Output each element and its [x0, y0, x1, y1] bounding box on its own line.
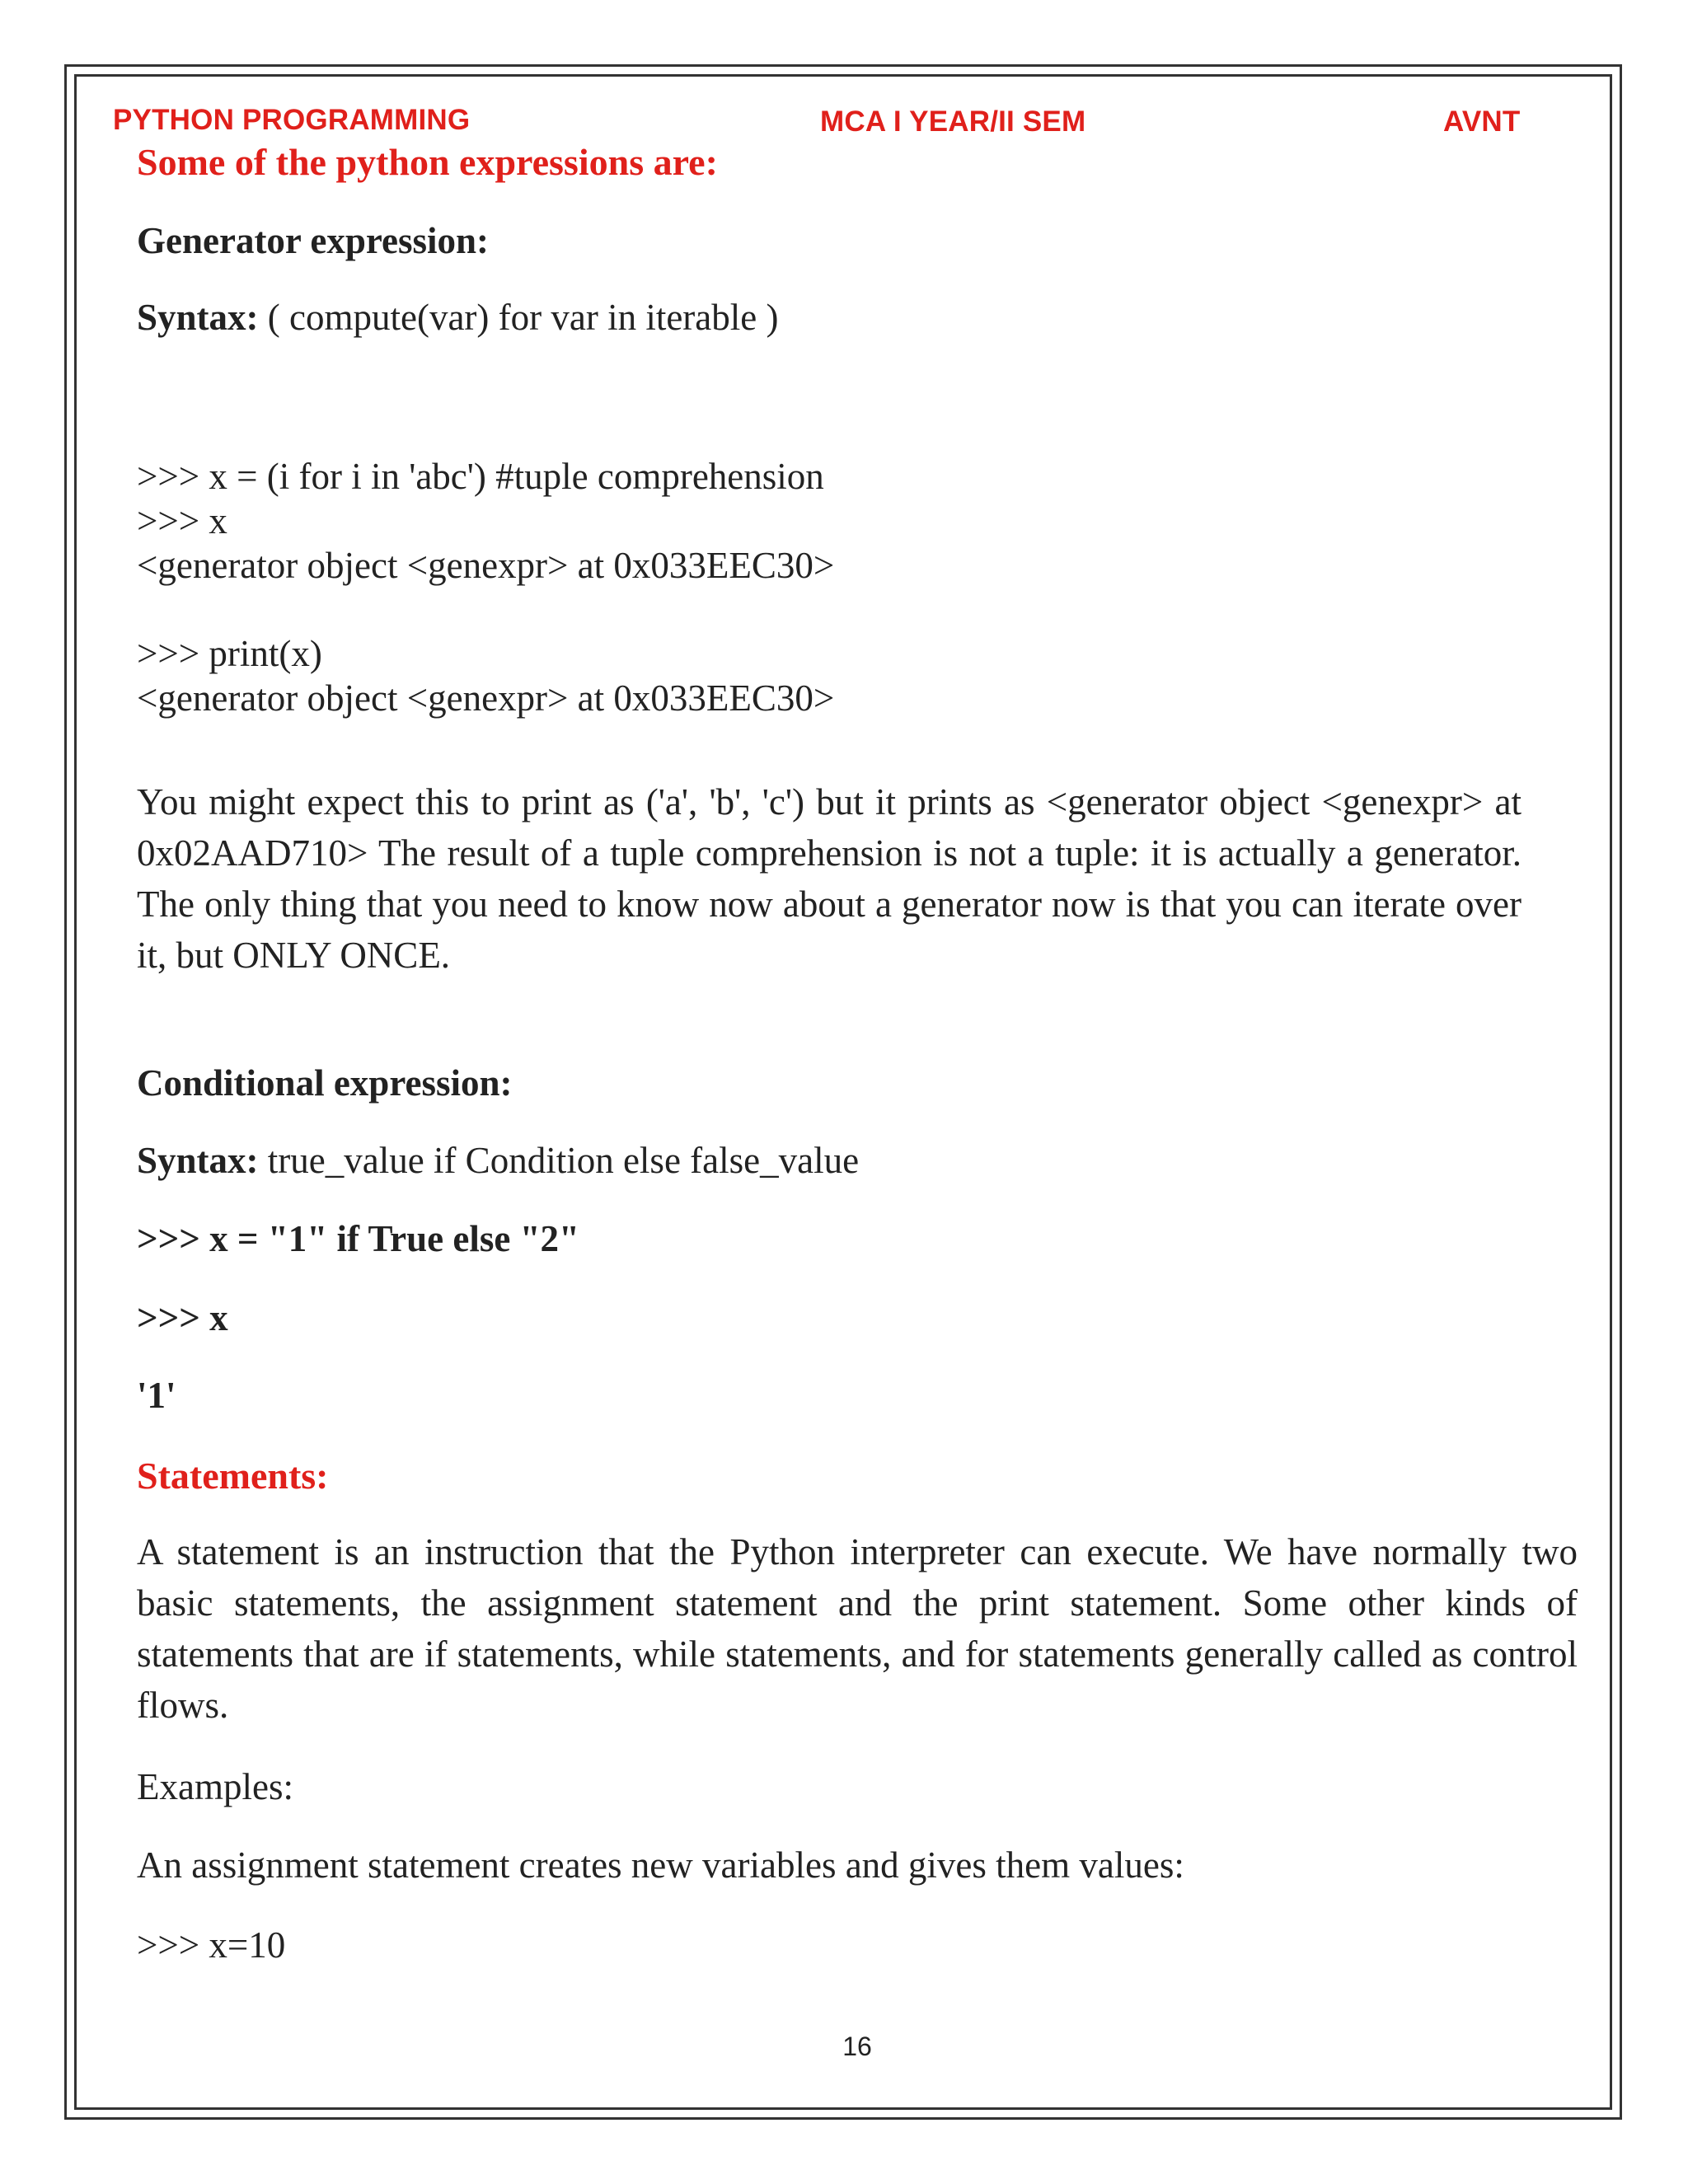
header-year-sem: MCA I YEAR/II SEM — [820, 105, 1086, 138]
examples-label: Examples: — [137, 1766, 293, 1807]
conditional-syntax — [137, 1139, 859, 1182]
generator-paragraph: You might expect this to print as ('a', 'b', 'c') but it prints as <generator object <genexpr> at 0x02AAD710> The result of a tuple comprehension is not a tuple: it is actually a generator. The only thing that you need to know now about a generator now is that you can iterate over it, but ONLY ONCE. — [137, 781, 1522, 976]
assignment-code-line: >>> x=10 — [137, 1924, 286, 1966]
syntax-value: ( compute(var) for var in iterable ) — [258, 297, 779, 338]
syntax-value: true_value if Condition else false_value — [258, 1140, 860, 1181]
syntax-label: Syntax: — [137, 297, 259, 338]
generator-code-line-5: <generator object <genexpr> at 0x033EEC30> — [137, 677, 835, 719]
generator-code-line-3: <generator object <genexpr> at 0x033EEC30> — [137, 545, 835, 586]
page-number: 16 — [842, 2032, 872, 2061]
conditional-code-line-1: >>> x = "1" if True else "2" — [137, 1218, 580, 1259]
generator-code-line-4: >>> print(x) — [137, 633, 322, 674]
statements-heading: Statements: — [137, 1455, 329, 1497]
generator-syntax — [137, 296, 778, 339]
generator-code-line-2: >>> x — [137, 500, 227, 541]
statements-paragraph: A statement is an instruction that the Python interpreter can execute. We have normally two basic statements, the assignment statement and the print statement. Some other kinds of statements that are if statements, while statements, and for statements generally called as control flows. — [137, 1531, 1578, 1726]
header-course-title: PYTHON PROGRAMMING — [113, 104, 471, 136]
conditional-code-line-2: >>> x — [137, 1297, 228, 1338]
generator-code-line-1: >>> x = (i for i in 'abc') #tuple comprehension — [137, 456, 824, 497]
conditional-code-line-3: '1' — [137, 1375, 176, 1416]
conditional-heading: Conditional expression: — [137, 1062, 513, 1104]
syntax-label: Syntax: — [137, 1140, 259, 1181]
section-title: Some of the python expressions are: — [137, 141, 718, 183]
header-institution: AVNT — [1443, 105, 1521, 138]
generator-heading: Generator expression: — [137, 220, 490, 261]
assignment-text: An assignment statement creates new variables and gives them values: — [137, 1844, 1184, 1886]
